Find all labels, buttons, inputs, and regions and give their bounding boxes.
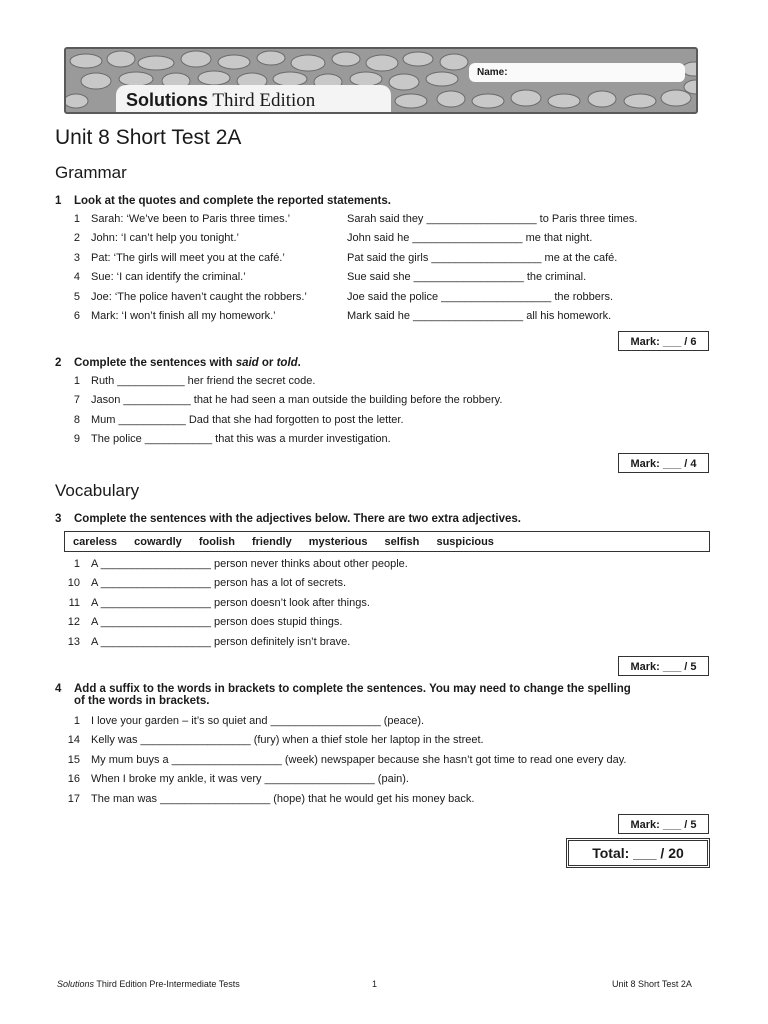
item-number: 4 xyxy=(73,271,80,284)
word-item: cowardly xyxy=(134,536,182,548)
total-box: Total: ___ / 20 xyxy=(566,838,710,868)
item-number: 11 xyxy=(68,596,80,609)
word-item: mysterious xyxy=(308,536,368,548)
word-said: said xyxy=(235,357,259,369)
item-number: 5 xyxy=(73,290,80,303)
item-number: 13 xyxy=(67,635,80,648)
item-number: 1 xyxy=(73,375,80,387)
item-reported-statement[interactable]: John said he __________________ me that night. xyxy=(347,232,593,245)
item-sentence: Jason ___________ that he had seen a man outside the building before the robbery. xyxy=(91,394,503,407)
footer-left xyxy=(57,979,240,989)
section-heading-vocabulary: Vocabulary xyxy=(55,481,140,500)
item-number: 16 xyxy=(67,773,80,786)
word-item: foolish xyxy=(198,536,235,548)
item-sentence: The man was __________________ (hope) that he would get his money back. xyxy=(91,792,475,805)
footer-page-number: 1 xyxy=(372,979,378,989)
item-reported-statement[interactable]: Sarah said they __________________ to Paris three times. xyxy=(347,213,638,225)
question-3-instruction xyxy=(55,513,521,525)
footer-series: Solutions xyxy=(57,979,95,989)
footer-book: Third Edition Pre-Intermediate Tests xyxy=(94,979,240,989)
question-4-instruction xyxy=(55,683,631,707)
item-number: 10 xyxy=(67,577,80,590)
item-number: 9 xyxy=(73,433,80,446)
instruction-text: Add a suffix to the words in brackets to complete the sentences. You may need to change the spelling xyxy=(74,683,631,695)
footer-right: Unit 8 Short Test 2A xyxy=(612,979,692,989)
item-number: 1 xyxy=(73,715,80,727)
item-reported-statement[interactable]: Joe said the police __________________ the robbers. xyxy=(347,290,614,303)
item-sentence: A __________________ person definitely isn’t brave. xyxy=(91,635,351,648)
brand-name: Solutions xyxy=(126,90,208,110)
item-number: 6 xyxy=(73,310,80,322)
item-sentence: When I broke my ankle, it was very __________________ (pain). xyxy=(91,773,409,786)
name-field[interactable] xyxy=(469,63,685,82)
item-sentence: A __________________ person has a lot of secrets. xyxy=(91,577,347,590)
question-number: 2 xyxy=(55,357,62,369)
item-quote: Sue: ‘I can identify the criminal.’ xyxy=(91,271,246,284)
instruction-dot: . xyxy=(297,357,301,369)
section-heading-grammar: Grammar xyxy=(55,163,127,182)
item-sentence: Ruth ___________ her friend the secret code. xyxy=(91,375,316,387)
item-sentence: My mum buys a __________________ (week) newspaper because she hasn’t got time to read one every day. xyxy=(91,753,627,766)
item-number: 12 xyxy=(67,616,80,629)
instruction-text: Complete the sentences with xyxy=(74,357,236,369)
item-quote: Pat: ‘The girls will meet you at the café.’ xyxy=(91,251,285,264)
word-box xyxy=(64,531,710,552)
word-item: friendly xyxy=(251,536,292,548)
instruction-text-line2: of the words in brackets. xyxy=(74,695,210,707)
mark-box-q3: Mark: ___ / 5 xyxy=(618,656,709,676)
mark-box-q4: Mark: ___ / 5 xyxy=(618,814,709,834)
word-item: suspicious xyxy=(436,536,494,548)
word-item: careless xyxy=(73,536,118,548)
item-sentence: Mum ___________ Dad that she had forgotten to post the letter. xyxy=(91,413,404,426)
instruction-or: or xyxy=(258,357,277,369)
item-quote: Joe: ‘The police haven’t caught the robbers.’ xyxy=(91,290,307,303)
word-told: told xyxy=(276,357,298,369)
item-number: 15 xyxy=(67,753,80,766)
instruction-text: Look at the quotes and complete the reported statements. xyxy=(74,195,391,207)
item-number: 17 xyxy=(67,792,80,805)
item-number: 2 xyxy=(73,232,80,245)
page-title: Unit 8 Short Test 2A xyxy=(55,126,242,149)
question-number: 4 xyxy=(55,683,62,695)
item-number: 1 xyxy=(73,558,80,570)
header-banner xyxy=(64,47,698,114)
item-number: 3 xyxy=(73,251,80,264)
question-number: 1 xyxy=(55,195,62,207)
item-number: 8 xyxy=(73,413,80,426)
brand-edition: Third Edition xyxy=(208,90,316,111)
item-number: 14 xyxy=(67,734,80,747)
item-sentence: A __________________ person does stupid things. xyxy=(91,616,343,629)
brand-logo xyxy=(116,85,391,114)
mark-box-q1: Mark: ___ / 6 xyxy=(618,331,709,351)
item-reported-statement[interactable]: Pat said the girls __________________ me at the café. xyxy=(347,251,618,264)
mark-box-q2: Mark: ___ / 4 xyxy=(618,453,709,473)
instruction-text: Complete the sentences with the adjectives below. There are two extra adjectives. xyxy=(74,513,521,525)
question-2-instruction xyxy=(55,357,301,369)
name-label: Name: xyxy=(477,67,508,78)
item-reported-statement[interactable]: Mark said he __________________ all his homework. xyxy=(347,310,612,322)
item-quote: Sarah: ‘We’ve been to Paris three times.’ xyxy=(91,213,291,225)
word-item: selfish xyxy=(384,536,420,548)
item-quote: John: ‘I can’t help you tonight.’ xyxy=(91,232,239,245)
item-sentence: The police ___________ that this was a murder investigation. xyxy=(91,433,391,446)
item-number: 7 xyxy=(73,394,80,407)
item-sentence: A __________________ person doesn’t look after things. xyxy=(91,596,370,609)
item-sentence: Kelly was __________________ (fury) when a thief stole her laptop in the street. xyxy=(91,734,484,747)
item-sentence: A __________________ person never thinks about other people. xyxy=(91,558,408,570)
question-number: 3 xyxy=(55,513,62,525)
item-quote: Mark: ‘I won’t finish all my homework.’ xyxy=(91,310,276,322)
question-1-instruction xyxy=(55,195,391,207)
item-reported-statement[interactable]: Sue said she __________________ the criminal. xyxy=(347,271,587,284)
item-sentence: I love your garden – it’s so quiet and __________________ (peace). xyxy=(91,715,425,727)
item-number: 1 xyxy=(73,213,80,225)
